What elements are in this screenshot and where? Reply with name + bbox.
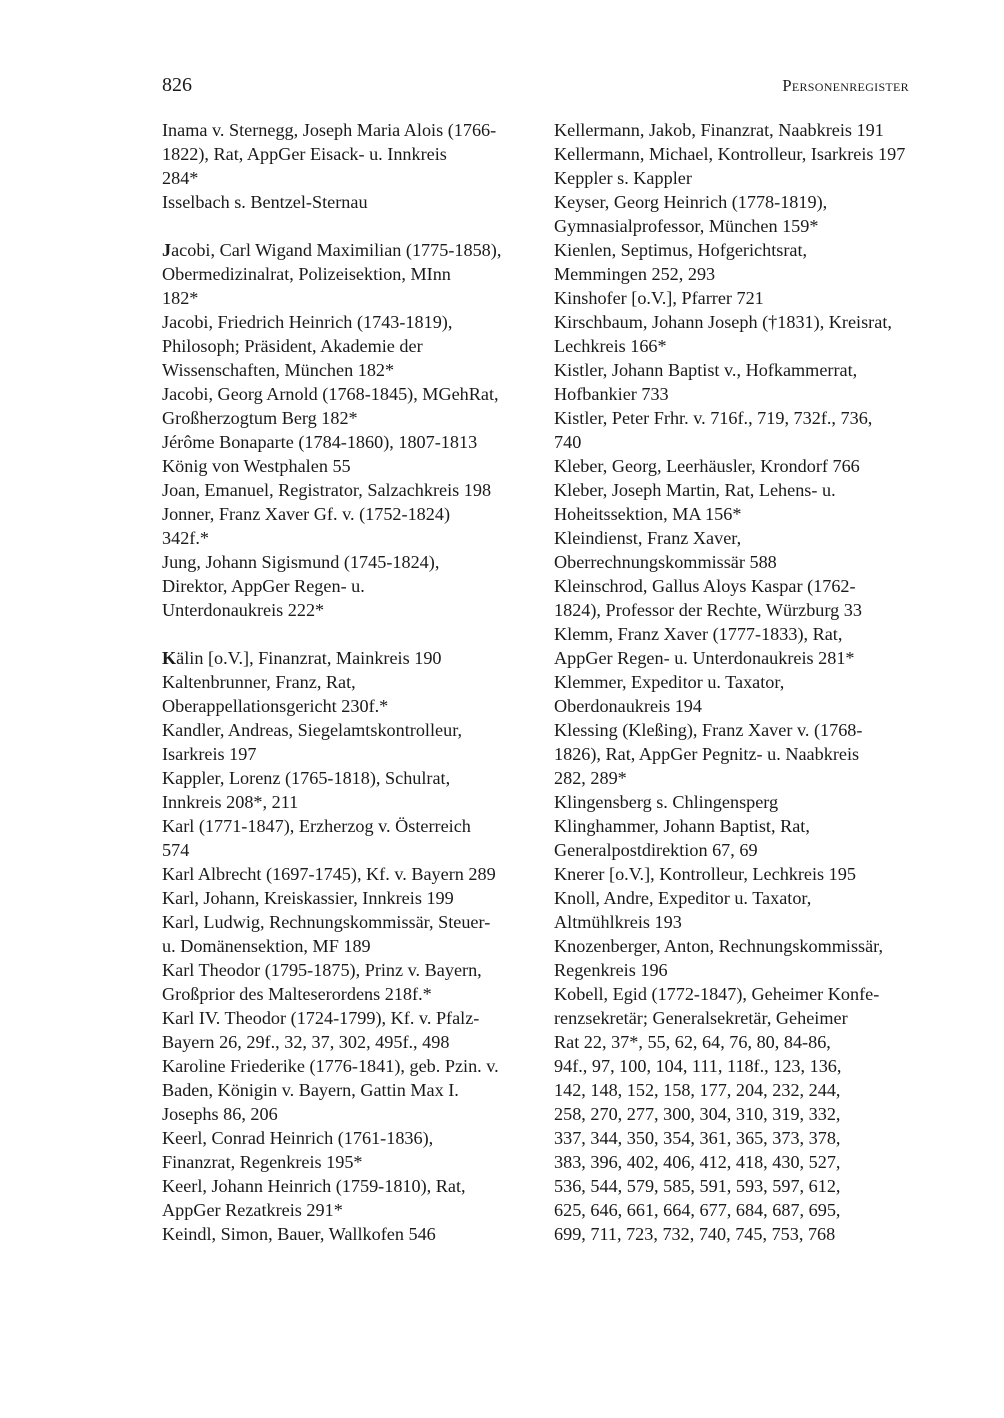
index-entry-line: Kobell, Egid (1772-1847), Geheimer Konfe- (554, 984, 880, 1004)
index-entry (162, 190, 532, 214)
index-entry-line: AppGer Regen- u. Unterdonaukreis 281* (554, 648, 855, 668)
index-entry-line: 337, 344, 350, 354, 361, 365, 373, 378, (554, 1128, 841, 1148)
index-entry-line: Karoline Friederike (1776-1841), geb. Pzin. v. (162, 1056, 499, 1076)
index-entry (162, 862, 532, 886)
letter-section-gap (162, 214, 532, 238)
index-entry (554, 358, 914, 406)
section-initial-letter: J (162, 240, 172, 260)
index-entry-line: Hofbankier 733 (554, 384, 669, 404)
index-entry-line: 383, 396, 402, 406, 412, 418, 430, 527, (554, 1152, 841, 1172)
index-entry-line: Großprior des Malteserordens 218f.* (162, 984, 432, 1004)
index-entry-line: Memmingen 252, 293 (554, 264, 716, 284)
index-entry-line: Altmühlkreis 193 (554, 912, 682, 932)
letter-section-gap (162, 622, 532, 646)
index-entry-line: Direktor, AppGer Regen- u. (162, 576, 365, 596)
index-entry-line: Jung, Johann Sigismund (1745-1824), (162, 552, 440, 572)
index-entry-line: Finanzrat, Regenkreis 195* (162, 1152, 363, 1172)
index-entry (162, 1006, 532, 1054)
index-entry-line: 625, 646, 661, 664, 677, 684, 687, 695, (554, 1200, 841, 1220)
index-entry-line: 740 (554, 432, 582, 452)
index-entry-line: Kirschbaum, Johann Joseph (†1831), Kreisrat, (554, 312, 892, 332)
index-entry-line: Generalpostdirektion 67, 69 (554, 840, 758, 860)
index-entry-line: Isarkreis 197 (162, 744, 257, 764)
index-entry (554, 238, 914, 286)
index-entry (554, 982, 914, 1246)
index-entry (554, 166, 914, 190)
index-entry-line: Knoll, Andre, Expeditor u. Taxator, (554, 888, 812, 908)
index-entry-line: Karl Theodor (1795-1875), Prinz v. Bayern, (162, 960, 482, 980)
index-entry (162, 646, 532, 670)
index-entry-line (162, 646, 532, 670)
index-entry-line: Kleindienst, Franz Xaver, (554, 528, 742, 548)
index-entry-line: Klingensberg s. Chlingensperg (554, 792, 779, 812)
index-entry (554, 454, 914, 478)
index-entry-line: Großherzogtum Berg 182* (162, 408, 358, 428)
index-entry-line: Jacobi, Friedrich Heinrich (1743-1819), (162, 312, 453, 332)
index-entry-line: Karl, Johann, Kreiskassier, Innkreis 199 (162, 888, 454, 908)
index-entry-line: 94f., 97, 100, 104, 111, 118f., 123, 136, (554, 1056, 842, 1076)
index-entry (554, 406, 914, 454)
index-entry (554, 718, 914, 790)
index-entry-line: Gymnasialprofessor, München 159* (554, 216, 819, 236)
index-entry (554, 310, 914, 358)
index-entry-line: Karl, Ludwig, Rechnungskommissär, Steuer- (162, 912, 491, 932)
index-entry-line: 282, 289* (554, 768, 627, 788)
index-entry (162, 814, 532, 862)
index-entry-line: 574 (162, 840, 190, 860)
index-entry-line: Klinghammer, Johann Baptist, Rat, (554, 816, 810, 836)
index-entry-line: Obermedizinalrat, Polizeisektion, MInn (162, 264, 451, 284)
index-entry (162, 910, 532, 958)
index-entry (162, 1222, 532, 1246)
index-entry-line: Kaltenbrunner, Franz, Rat, (162, 672, 356, 692)
index-entry (554, 118, 914, 142)
index-entry-line: Karl IV. Theodor (1724-1799), Kf. v. Pfalz- (162, 1008, 480, 1028)
index-entry (554, 814, 914, 862)
index-entry-line: Karl Albrecht (1697-1745), Kf. v. Bayern 289 (162, 864, 496, 884)
index-entry-line: Philosoph; Präsident, Akademie der (162, 336, 423, 356)
index-entry (162, 502, 532, 550)
index-entry (162, 430, 532, 478)
index-entry-line: Kinshofer [o.V.], Pfarrer 721 (554, 288, 764, 308)
index-entry-line: renzsekretär; Generalsekretär, Geheimer (554, 1008, 848, 1028)
index-entry-line: Keindl, Simon, Bauer, Wallkofen 546 (162, 1224, 436, 1244)
index-entry (554, 622, 914, 670)
index-entry (162, 478, 532, 502)
index-entry-line: Klessing (Kleßing), Franz Xaver v. (1768- (554, 720, 863, 740)
index-entry-line: Keerl, Conrad Heinrich (1761-1836), (162, 1128, 434, 1148)
section-initial-letter: K (162, 648, 177, 668)
index-entry (162, 1054, 532, 1126)
index-entry-line: Jacobi, Georg Arnold (1768-1845), MGehRat, (162, 384, 499, 404)
index-entry (162, 958, 532, 1006)
index-entry (554, 670, 914, 718)
index-entry-line: Kistler, Johann Baptist v., Hofkammerrat, (554, 360, 858, 380)
index-entry-line: 1824), Professor der Rechte, Würzburg 33 (554, 600, 862, 620)
index-entry-line: AppGer Rezatkreis 291* (162, 1200, 343, 1220)
index-entry-line: 258, 270, 277, 300, 304, 310, 319, 332, (554, 1104, 841, 1124)
index-entry-line: Kleinschrod, Gallus Aloys Kaspar (1762- (554, 576, 856, 596)
index-entry-line: Baden, Königin v. Bayern, Gattin Max I. (162, 1080, 459, 1100)
index-entry (162, 310, 532, 382)
index-entry-line: Rat 22, 37*, 55, 62, 64, 76, 80, 84-86, (554, 1032, 831, 1052)
index-entry (554, 574, 914, 622)
index-entry-line: 182* (162, 288, 199, 308)
index-entry-line: Jonner, Franz Xaver Gf. v. (1752-1824) (162, 504, 450, 524)
index-entry-line: Kellermann, Jakob, Finanzrat, Naabkreis 191 (554, 120, 884, 140)
index-entry (162, 766, 532, 814)
index-entry-line: Kappler, Lorenz (1765-1818), Schulrat, (162, 768, 451, 788)
index-entry (162, 1174, 532, 1222)
index-entry-line: Oberdonaukreis 194 (554, 696, 702, 716)
index-entry-line: Keerl, Johann Heinrich (1759-1810), Rat, (162, 1176, 466, 1196)
index-entry-line: Keyser, Georg Heinrich (1778-1819), (554, 192, 828, 212)
index-entry-line (162, 238, 532, 262)
index-entry-line: Kienlen, Septimus, Hofgerichtsrat, (554, 240, 808, 260)
index-entry-line: König von Westphalen 55 (162, 456, 351, 476)
index-entry-text: älin [o.V.], Finanzrat, Mainkreis 190 (176, 648, 442, 668)
index-entry-line: Lechkreis 166* (554, 336, 667, 356)
index-entry (162, 118, 532, 190)
index-entry (554, 286, 914, 310)
index-entry-line: Josephs 86, 206 (162, 1104, 278, 1124)
index-entry (554, 478, 914, 526)
index-entry (162, 718, 532, 766)
index-entry-line: Keppler s. Kappler (554, 168, 692, 188)
index-entry (554, 190, 914, 238)
index-entry-line: 1826), Rat, AppGer Pegnitz- u. Naabkreis (554, 744, 860, 764)
index-entry (162, 382, 532, 430)
index-entry (554, 526, 914, 574)
index-entry-line: Klemmer, Expeditor u. Taxator, (554, 672, 785, 692)
index-entry-line: Kandler, Andreas, Siegelamtskontrolleur, (162, 720, 463, 740)
index-entry-line: Oberrechnungskommissär 588 (554, 552, 777, 572)
index-entry-line: Isselbach s. Bentzel-Sternau (162, 192, 368, 212)
index-entry-line: Wissenschaften, München 182* (162, 360, 395, 380)
index-entry (162, 550, 532, 622)
index-entry-line: 284* (162, 168, 199, 188)
index-entry-line: Regenkreis 196 (554, 960, 668, 980)
index-entry-line: 342f.* (162, 528, 209, 548)
index-column-right (554, 118, 914, 1246)
index-column-left (162, 118, 532, 1246)
page-number: 826 (162, 74, 192, 96)
index-entry (554, 790, 914, 814)
index-entry-line: Bayern 26, 29f., 32, 37, 302, 495f., 498 (162, 1032, 450, 1052)
index-entry-line: Kellermann, Michael, Kontrolleur, Isarkreis 197 (554, 144, 906, 164)
index-entry (554, 862, 914, 886)
index-entry-line: Inama v. Sternegg, Joseph Maria Alois (1766- (162, 120, 497, 140)
index-entry-line: Kleber, Joseph Martin, Rat, Lehens- u. (554, 480, 836, 500)
index-entry (162, 886, 532, 910)
index-entry-line: 1822), Rat, AppGer Eisack- u. Innkreis (162, 144, 447, 164)
index-entry-line: Kistler, Peter Frhr. v. 716f., 719, 732f., 736, (554, 408, 873, 428)
index-entry-line: Innkreis 208*, 211 (162, 792, 299, 812)
index-entry (554, 142, 914, 166)
index-entry (162, 238, 532, 310)
index-entry-line: Hoheitssektion, MA 156* (554, 504, 742, 524)
index-entry-line: u. Domänensektion, MF 189 (162, 936, 371, 956)
index-entry (554, 934, 914, 982)
index-entry-line: Knerer [o.V.], Kontrolleur, Lechkreis 195 (554, 864, 856, 884)
index-entry-line: Joan, Emanuel, Registrator, Salzachkreis 198 (162, 480, 492, 500)
index-entry-line: Jérôme Bonaparte (1784-1860), 1807-1813 (162, 432, 478, 452)
index-entry-line: 142, 148, 152, 158, 177, 204, 232, 244, (554, 1080, 841, 1100)
index-entry-line: Klemm, Franz Xaver (1777-1833), Rat, (554, 624, 843, 644)
index-entry (554, 886, 914, 934)
index-entry-line: Knozenberger, Anton, Rechnungskommissär, (554, 936, 884, 956)
index-entry-line: 699, 711, 723, 732, 740, 745, 753, 768 (554, 1224, 836, 1244)
index-entry (162, 1126, 532, 1174)
index-entry (162, 670, 532, 718)
index-entry-line: Kleber, Georg, Leerhäusler, Krondorf 766 (554, 456, 860, 476)
index-entry-line: Unterdonaukreis 222* (162, 600, 325, 620)
running-head: Personenregister (782, 76, 909, 95)
index-entry-text: acobi, Carl Wigand Maximilian (1775-1858), (171, 240, 502, 260)
index-entry-line: 536, 544, 579, 585, 591, 593, 597, 612, (554, 1176, 841, 1196)
index-entry-line: Oberappellationsgericht 230f.* (162, 696, 389, 716)
index-entry-line: Karl (1771-1847), Erzherzog v. Österreich (162, 816, 471, 836)
